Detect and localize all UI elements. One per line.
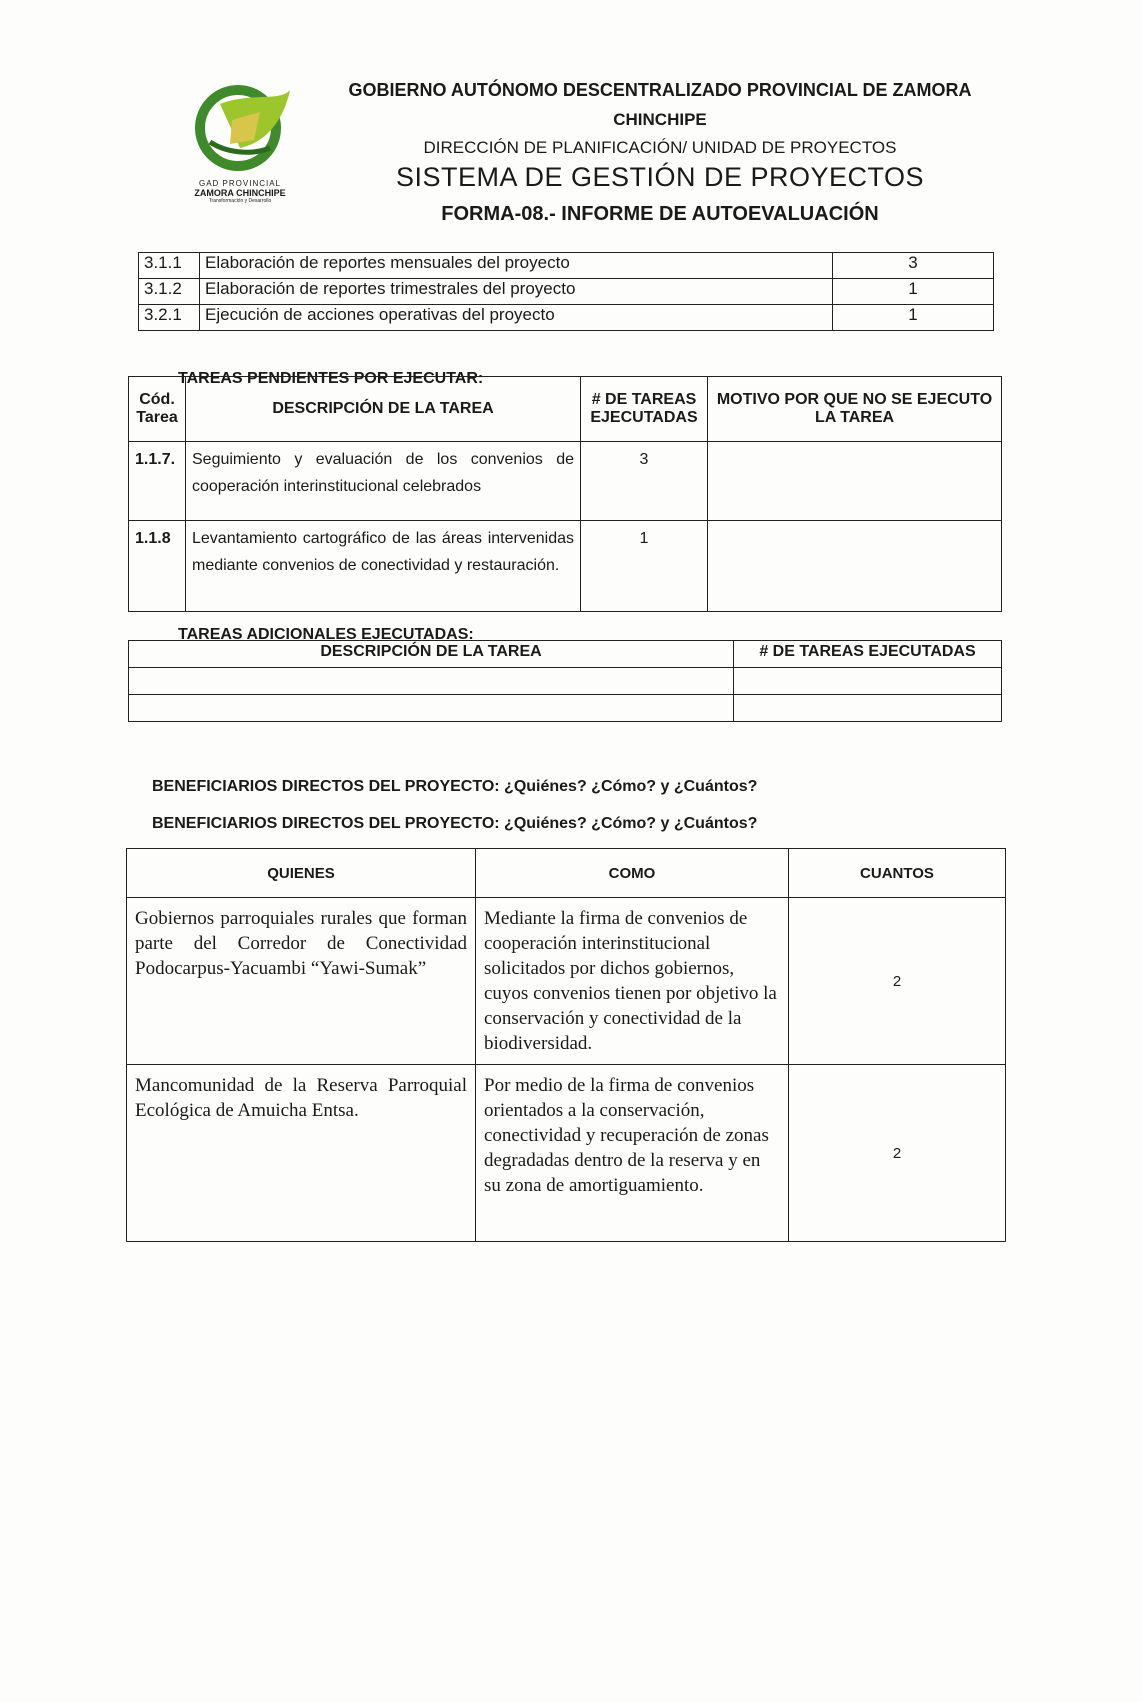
activity-count: 1 — [833, 279, 994, 305]
table-row — [127, 1065, 1006, 1242]
activity-desc: Elaboración de reportes trimestrales del proyecto — [200, 279, 833, 305]
task-reason — [708, 442, 1002, 521]
activity-code: 3.1.2 — [139, 279, 200, 305]
activity-count: 3 — [833, 253, 994, 279]
col-reason: MOTIVO POR QUE NO SE EJECUTO LA TAREA — [708, 377, 1002, 442]
table-row — [129, 521, 1002, 612]
form-title: FORMA-08.- INFORME DE AUTOEVALUACIÓN — [441, 203, 879, 225]
logo-caption-1: GAD PROVINCIAL — [198, 179, 281, 188]
col-desc: DESCRIPCIÓN DE LA TAREA — [186, 377, 581, 442]
table-header — [127, 849, 1006, 898]
table-row — [139, 253, 994, 279]
beneficiary-how: Por medio de la firma de convenios orientados a la conservación, conectividad y recuperación de zonas degradadas dentro de la reserva y en su zona de amortiguamiento. — [476, 1065, 789, 1242]
beneficiaries-title-1: BENEFICIARIOS DIRECTOS DEL PROYECTO: ¿Quiénes? ¿Cómo? y ¿Cuántos? — [152, 778, 758, 795]
col-desc: DESCRIPCIÓN DE LA TAREA — [129, 641, 734, 668]
table-row — [139, 279, 994, 305]
activity-count: 1 — [833, 305, 994, 331]
beneficiaries-table — [126, 848, 1006, 1242]
table-header — [129, 377, 1002, 442]
col-who: QUIENES — [127, 849, 476, 898]
activity-desc: Ejecución de acciones operativas del proyecto — [200, 305, 833, 331]
pending-title: TAREAS PENDIENTES POR EJECUTAR: — [178, 370, 484, 387]
col-code: Cód. Tarea — [129, 377, 186, 442]
additional-title: TAREAS ADICIONALES EJECUTADAS: — [178, 626, 474, 643]
header-line-2: CHINCHIPE — [613, 110, 707, 129]
header-line-3: DIRECCIÓN DE PLANIFICACIÓN/ UNIDAD DE PROYECTOS — [423, 138, 897, 157]
task-desc: Levantamiento cartográfico de las áreas intervenidas mediante convenios de conectividad y restauración. — [186, 521, 581, 612]
empty-cell — [129, 668, 734, 695]
task-count: 1 — [581, 521, 708, 612]
table-header — [129, 641, 1002, 668]
col-count: CUANTOS — [789, 849, 1006, 898]
col-count: # DE TAREAS EJECUTADAS — [581, 377, 708, 442]
activities-table — [138, 252, 994, 331]
table-row — [129, 442, 1002, 521]
task-reason — [708, 521, 1002, 612]
activity-code: 3.1.1 — [139, 253, 200, 279]
system-title: SISTEMA DE GESTIÓN DE PROYECTOS — [395, 162, 925, 192]
gad-logo — [180, 82, 320, 212]
task-desc: Seguimiento y evaluación de los convenios de cooperación interinstitucional celebrados — [186, 442, 581, 521]
beneficiary-count: 2 — [789, 1065, 1006, 1242]
additional-table — [128, 640, 1002, 722]
empty-cell — [734, 668, 1002, 695]
table-row — [129, 668, 1002, 695]
task-code: 1.1.8 — [129, 521, 186, 612]
task-count: 3 — [581, 442, 708, 521]
header-line-1: GOBIERNO AUTÓNOMO DESCENTRALIZADO PROVINCIAL DE ZAMORA — [348, 80, 972, 100]
beneficiary-how: Mediante la firma de convenios de cooperación interinstitucional solicitados por dichos gobiernos, cuyos convenios tienen por objetivo la conservación y conectividad de la biodiversidad. — [476, 898, 789, 1065]
logo-caption-2: ZAMORA CHINCHIPE — [194, 188, 286, 198]
empty-cell — [129, 695, 734, 722]
beneficiary-count: 2 — [789, 898, 1006, 1065]
beneficiary-who: Gobiernos parroquiales rurales que forman parte del Corredor de Conectividad Podocarpus-Yacuambi “Yawi-Sumak” — [127, 898, 476, 1065]
activity-code: 3.2.1 — [139, 305, 200, 331]
pending-table — [128, 376, 1002, 612]
col-count: # DE TAREAS EJECUTADAS — [734, 641, 1002, 668]
logo-emblem-icon — [180, 82, 320, 174]
table-row — [129, 695, 1002, 722]
beneficiaries-title-2: BENEFICIARIOS DIRECTOS DEL PROYECTO: ¿Quiénes? ¿Cómo? y ¿Cuántos? — [152, 815, 758, 832]
table-row — [127, 898, 1006, 1065]
task-code: 1.1.7. — [129, 442, 186, 521]
table-row — [139, 305, 994, 331]
logo-caption-3: Transformación y Desarrollo — [208, 198, 272, 204]
col-how: COMO — [476, 849, 789, 898]
activity-desc: Elaboración de reportes mensuales del proyecto — [200, 253, 833, 279]
empty-cell — [734, 695, 1002, 722]
beneficiary-who: Mancomunidad de la Reserva Parroquial Ecológica de Amuicha Entsa. — [127, 1065, 476, 1242]
